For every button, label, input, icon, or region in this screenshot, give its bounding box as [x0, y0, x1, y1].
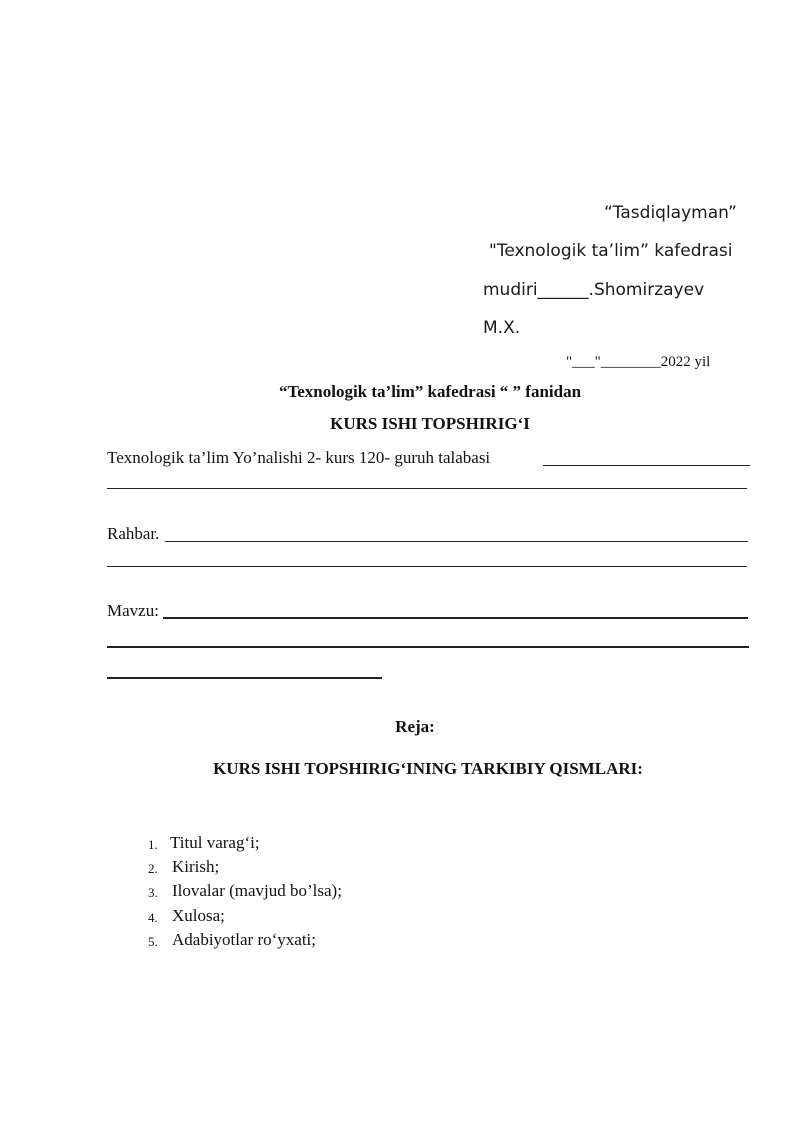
student-name-line — [543, 465, 750, 466]
plan-title: KURS ISHI TOPSHIRIG‘INING TARKIBIY QISMLARI: — [213, 759, 643, 778]
topic-extra-line-1 — [107, 646, 749, 648]
approval-line-1: “Tasdiqlayman” — [604, 203, 737, 223]
approval-line-2: "Texnologik ta’lim” kafedrasi — [489, 241, 733, 261]
plan-label: Reja: — [395, 717, 435, 736]
student-extra-line — [107, 488, 747, 489]
supervisor-label: Rahbar. — [107, 524, 160, 543]
list-item: Ilovalar (mavjud bo’lsa); — [172, 881, 342, 900]
list-item-number: 1. — [148, 837, 158, 852]
supervisor-line — [165, 541, 748, 542]
approval-date: "___"________2022 yil — [566, 354, 711, 370]
topic-label: Mavzu: — [107, 601, 159, 620]
list-item-number: 2. — [148, 861, 158, 876]
list-item: Kirish; — [172, 857, 220, 876]
list-item-number: 3. — [148, 885, 158, 900]
list-item-number: 4. — [148, 910, 158, 925]
subject-heading: “Texnologik ta’lim” kafedrasi “ ” fanidan — [278, 382, 582, 401]
topic-line — [163, 617, 748, 619]
supervisor-extra-line — [107, 566, 747, 567]
list-item-number: 5. — [148, 934, 158, 949]
topic-extra-line-2 — [107, 677, 382, 679]
list-item: Xulosa; — [172, 906, 225, 925]
approval-line-4: M.X. — [483, 318, 521, 338]
document-title: KURS ISHI TOPSHIRIG‘I — [330, 414, 530, 433]
approval-line-3: mudiri______.Shomirzayev — [483, 280, 705, 300]
list-item: Titul varag‘i; — [170, 833, 260, 852]
student-label: Texnologik ta’lim Yo’nalishi 2- kurs 120- guruh talabasi — [107, 448, 491, 467]
list-item: Adabiyotlar ro‘yxati; — [172, 930, 316, 949]
